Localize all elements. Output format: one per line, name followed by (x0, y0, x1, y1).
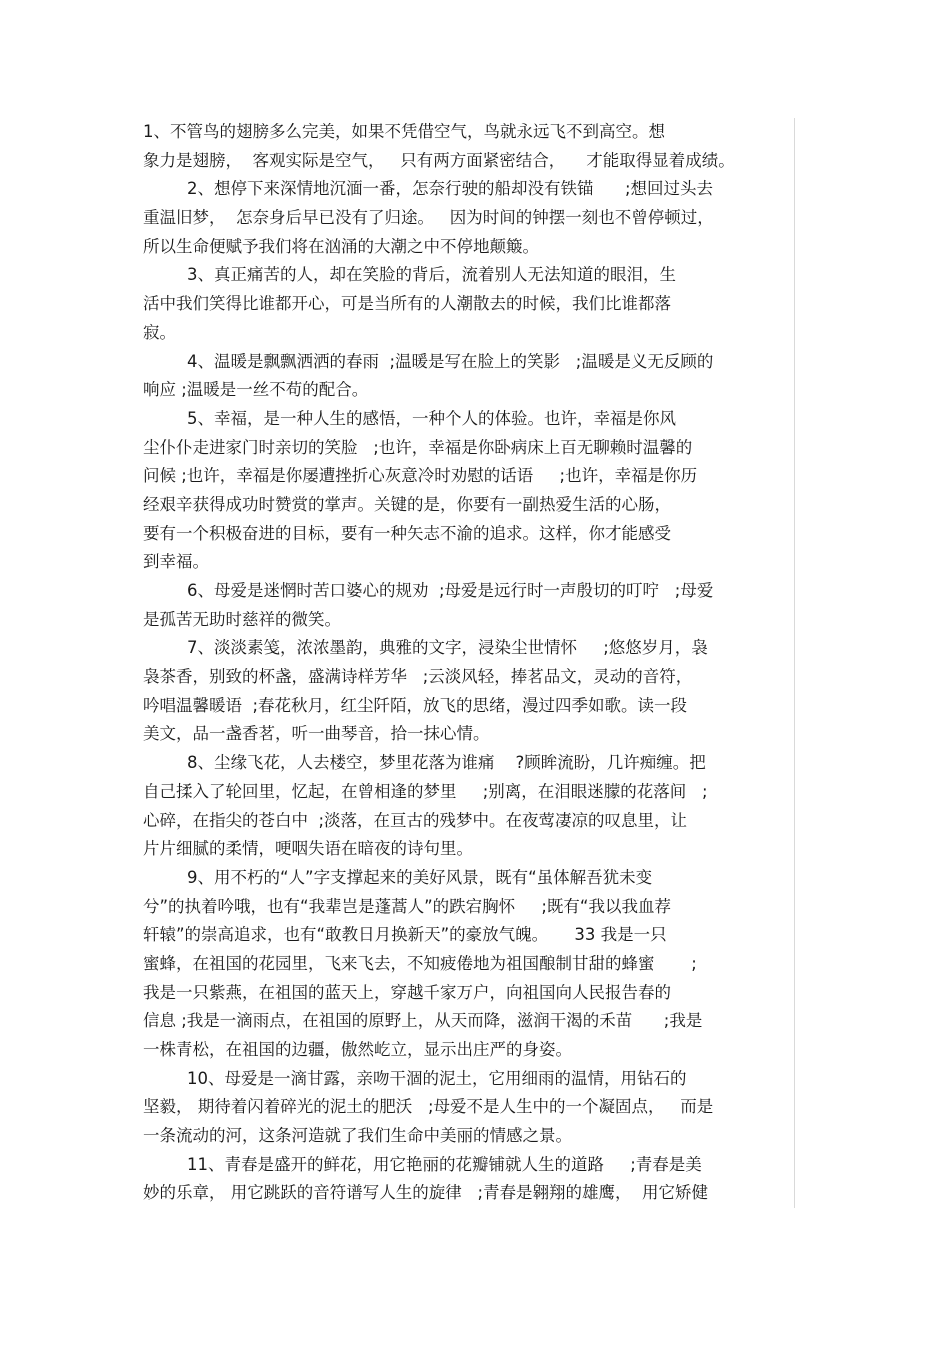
text-line: 11、青春是盛开的鲜花，用它艳丽的花瓣铺就人生的道路 ;青春是美 (187, 1154, 702, 1174)
text-line: 象力是翅膀， 客观实际是空气， 只有两方面紧密结合， 才能取得显着成绩。 (143, 150, 735, 170)
margin-rule (794, 118, 795, 1208)
text-line: 寂。 (143, 322, 176, 342)
document-body (143, 118, 793, 1208)
text-line: 蜜蜂，在祖国的花园里，飞来飞去，不知疲倦地为祖国酿制甘甜的蜂蜜 ; (143, 953, 697, 973)
text-line: 妙的乐章， 用它跳跃的音符谱写人生的旋律 ;青春是翱翔的雄鹰， 用它矫健 (143, 1183, 709, 1203)
text-line: 问候 ;也许，幸福是你屡遭挫折心灰意冷时劝慰的话语 ;也许，幸福是你历 (143, 466, 698, 486)
text-line: 4、温暖是飘飘洒洒的春雨 ;温暖是写在脸上的笑影 ;温暖是义无反顾的 (187, 351, 714, 371)
text-line: 要有一个积极奋进的目标，要有一种矢志不渝的追求。这样，你才能感受 (143, 523, 671, 543)
text-line: 片片细腻的柔情，哽咽失语在暗夜的诗句里。 (143, 839, 473, 859)
text-line: 袅茶香，别致的杯盏，盛满诗样芳华 ;云淡风轻，捧茗品文，灵动的音符， (143, 667, 693, 687)
text-line: 5、幸福，是一种人生的感悟，一种个人的体验。也许，幸福是你风 (187, 408, 676, 428)
text-line: 3、真正痛苦的人，却在笑脸的背后，流着别人无法知道的眼泪，生 (187, 265, 676, 285)
text-line: 经艰辛获得成功时赞赏的掌声。关键的是，你要有一副热爱生活的心肠， (143, 494, 671, 514)
text-line: 我是一只紫燕，在祖国的蓝天上，穿越千家万户，向祖国向人民报告春的 (143, 982, 671, 1002)
text-line: 一条流动的河，这条河造就了我们生命中美丽的情感之景。 (143, 1126, 572, 1146)
text-line: 轩辕”的崇高追求，也有“敢教日月换新天”的豪放气魄。 33 我是一只 (143, 925, 667, 945)
text-line: 9、用不朽的“人”字支撑起来的美好风景，既有“虽体解吾犹未变 (187, 867, 653, 887)
text-line: 信息 ;我是一滴雨点，在祖国的原野上，从天而降，滋润干渴的禾苗 ;我是 (143, 1011, 703, 1031)
text-line: 1、不管鸟的翅膀多么完美，如果不凭借空气，鸟就永远飞不到高空。想 (143, 122, 665, 141)
text-line: 活中我们笑得比谁都开心，可是当所有的人潮散去的时候，我们比谁都落 (143, 294, 671, 314)
text-line: 一株青松，在祖国的边疆，傲然屹立，显示出庄严的身姿。 (143, 1040, 572, 1059)
text-line: 10、母爱是一滴甘露，亲吻干涸的泥土，它用细雨的温情，用钻石的 (187, 1068, 687, 1088)
text-line: 2、想停下来深情地沉湎一番，怎奈行驶的船却没有铁锚 ;想回过头去 (187, 179, 714, 199)
text-line: 所以生命便赋予我们将在汹涌的大潮之中不停地颠簸。 (143, 236, 539, 256)
text-line: 是孤苦无助时慈祥的微笑。 (143, 609, 341, 629)
text-line: 到幸福。 (143, 552, 209, 572)
text-line: 响应 ;温暖是一丝不苟的配合。 (143, 380, 369, 400)
text-line: 兮”的执着吟哦，也有“我辈岂是蓬蒿人”的跌宕胸怀 ;既有“我以我血荐 (143, 896, 671, 916)
text-line: 7、淡淡素笺，浓浓墨韵，典雅的文字，浸染尘世情怀 ;悠悠岁月，袅 (187, 638, 708, 658)
text-line: 心碎，在指尖的苍白中 ;淡落，在亘古的残梦中。在夜莺凄凉的叹息里，让 (143, 810, 688, 830)
text-line: 6、母爱是迷惘时苦口婆心的规劝 ;母爱是远行时一声殷切的叮咛 ;母爱 (187, 581, 714, 600)
text-line: 吟唱温馨暖语 ;春花秋月，红尘阡陌，放飞的思绪，漫过四季如歌。读一段 (143, 695, 688, 715)
text-line: 坚毅， 期待着闪着碎光的泥土的肥沃 ;母爱不是人生中的一个凝固点， 而是 (143, 1097, 714, 1117)
text-line: 重温旧梦， 怎奈身后早已没有了归途。 因为时间的钟摆一刻也不曾停顿过， (143, 208, 714, 228)
text-line: 8、尘缘飞花，人去楼空，梦里花落为谁痛 ?顾眸流盼，几许痴缠。把 (187, 753, 706, 773)
text-line: 美文，品一盏香茗，听一曲琴音，拾一抹心情。 (143, 724, 490, 744)
text-line: 自己揉入了轮回里，忆起，在曾相逢的梦里 ;别离，在泪眼迷朦的花落间 ; (143, 781, 708, 801)
text-line: 尘仆仆走进家门时亲切的笑脸 ;也许，幸福是你卧病床上百无聊赖时温馨的 (143, 437, 693, 457)
